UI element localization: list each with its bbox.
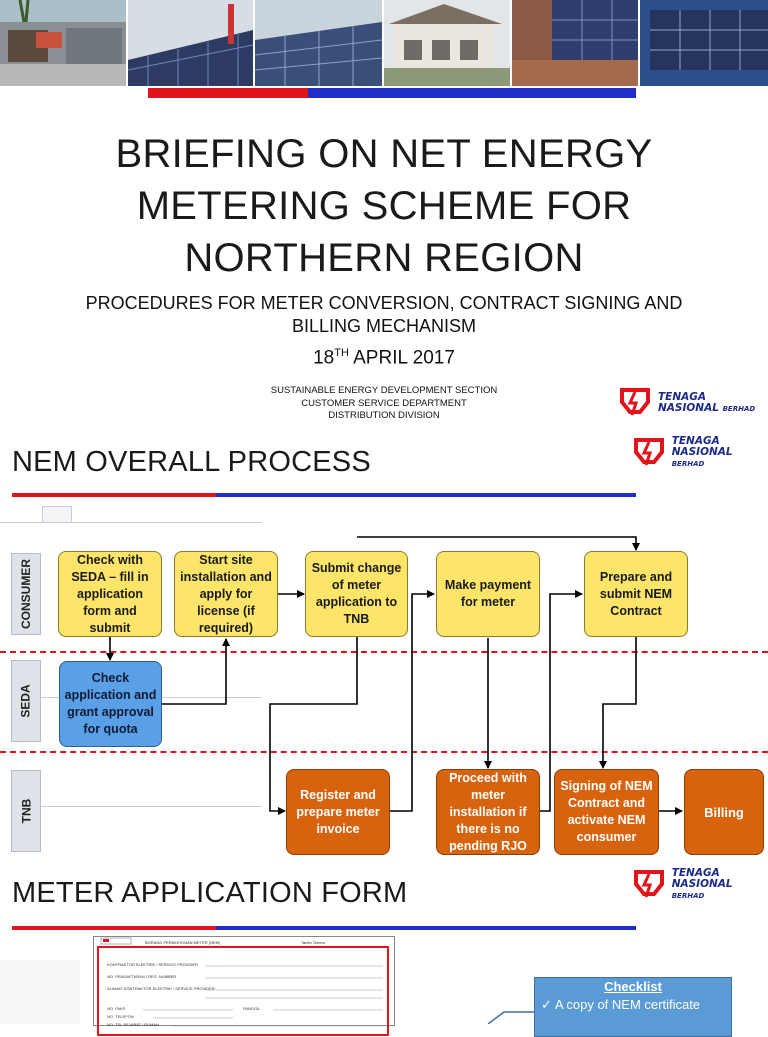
heading-underline-red <box>12 926 216 930</box>
callout-pointer <box>488 1008 536 1024</box>
form-label: NO. FAKS <box>107 1006 126 1011</box>
form-label: NO. TEL PEJABAT / RUMAH <box>107 1022 159 1027</box>
logo-suffix: BERHAD <box>671 892 705 900</box>
checklist-item-text: A copy of NEM certificate <box>554 997 701 1012</box>
dept-line: SUSTAINABLE ENERGY DEVELOPMENT SECTION <box>270 385 498 396</box>
step-register-invoice: Register and prepare meter invoice <box>286 769 390 855</box>
form-label: ALAMAT KONTRAKTOR ELEKTRIK / SERVICE PROVIDER <box>107 986 215 991</box>
title-line: METERING SCHEME FOR <box>136 184 632 228</box>
form-label: NO. TELEFON <box>107 1014 134 1019</box>
tnb-logo-text <box>672 868 768 902</box>
step-make-payment: Make payment for meter <box>436 551 540 637</box>
date-rest: APRIL 2017 <box>348 347 455 369</box>
logo-line2: NASIONAL <box>671 878 733 890</box>
form-side-panel <box>0 960 80 1024</box>
subtitle-line: BILLING MECHANISM <box>291 316 477 336</box>
checklist-title: Checklist <box>604 979 662 994</box>
lane-label: CONSUMER <box>19 558 34 630</box>
form-lines <box>93 936 393 1036</box>
dept-line: DISTRIBUTION DIVISION <box>328 410 440 421</box>
step-billing: Billing <box>684 769 764 855</box>
date-suffix: TH <box>334 347 349 359</box>
form-label: Tarikh Terima <box>301 940 325 945</box>
tnb-logo-mark-icon <box>632 870 666 900</box>
step-site-installation: Start site installation and apply for license (if required) <box>174 551 278 637</box>
form-heading: METER APPLICATION FORM <box>12 877 408 909</box>
lane-label: SEDA <box>19 684 33 718</box>
step-seda-approval: Check application and grant approval for quota <box>59 661 162 747</box>
step-submit-meter-application: Submit change of meter application to TNB <box>305 551 408 637</box>
tnb-logo <box>632 868 768 902</box>
process-heading: NEM OVERALL PROCESS <box>12 446 371 478</box>
step-meter-installation: Proceed with meter installation if there is no pending RJO <box>436 769 540 855</box>
step-check-seda: Check with SEDA – fill in application form and submit <box>58 551 162 637</box>
logo-suffix: BERHAD <box>671 460 705 468</box>
checklist-item <box>541 996 731 1013</box>
logo-line2: NASIONAL <box>671 446 733 458</box>
step-signing-contract: Signing of NEM Contract and activate NEM consumer <box>554 769 659 855</box>
dept-line: CUSTOMER SERVICE DEPARTMENT <box>301 397 467 409</box>
subtitle-line: PROCEDURES FOR METER CONVERSION, CONTRACT SIGNING AND <box>85 293 683 313</box>
logo-line2: NASIONAL <box>658 401 719 414</box>
checklist-box <box>534 977 732 1037</box>
lane-label: TNB <box>18 798 33 824</box>
logo-suffix: BERHAD <box>722 404 756 413</box>
date-day: 18 <box>313 347 335 369</box>
title-line: NORTHERN REGION <box>184 236 584 280</box>
form-label: PANGGIL <box>243 1006 261 1011</box>
form-label: NO. PENDAFTARAN / REG. NUMBER <box>107 974 177 979</box>
form-label: KONTRAKTOR ELEKTRIK / SERVICE PROVIDER <box>107 962 198 967</box>
step-prepare-contract: Prepare and submit NEM Contract <box>584 551 688 637</box>
heading-underline-blue <box>216 926 636 930</box>
logo-line1: TENAGA <box>671 867 720 879</box>
logo-line1: TENAGA <box>671 435 720 447</box>
checkmark-icon: ✓ <box>541 997 552 1012</box>
title-line: BRIEFING ON NET ENERGY <box>115 132 653 176</box>
meter-application-form-thumbnail <box>93 936 393 1036</box>
form-title: BORANG PERMOHONAN METER (NEM) <box>145 940 221 945</box>
logo-line1: TENAGA <box>658 390 706 403</box>
